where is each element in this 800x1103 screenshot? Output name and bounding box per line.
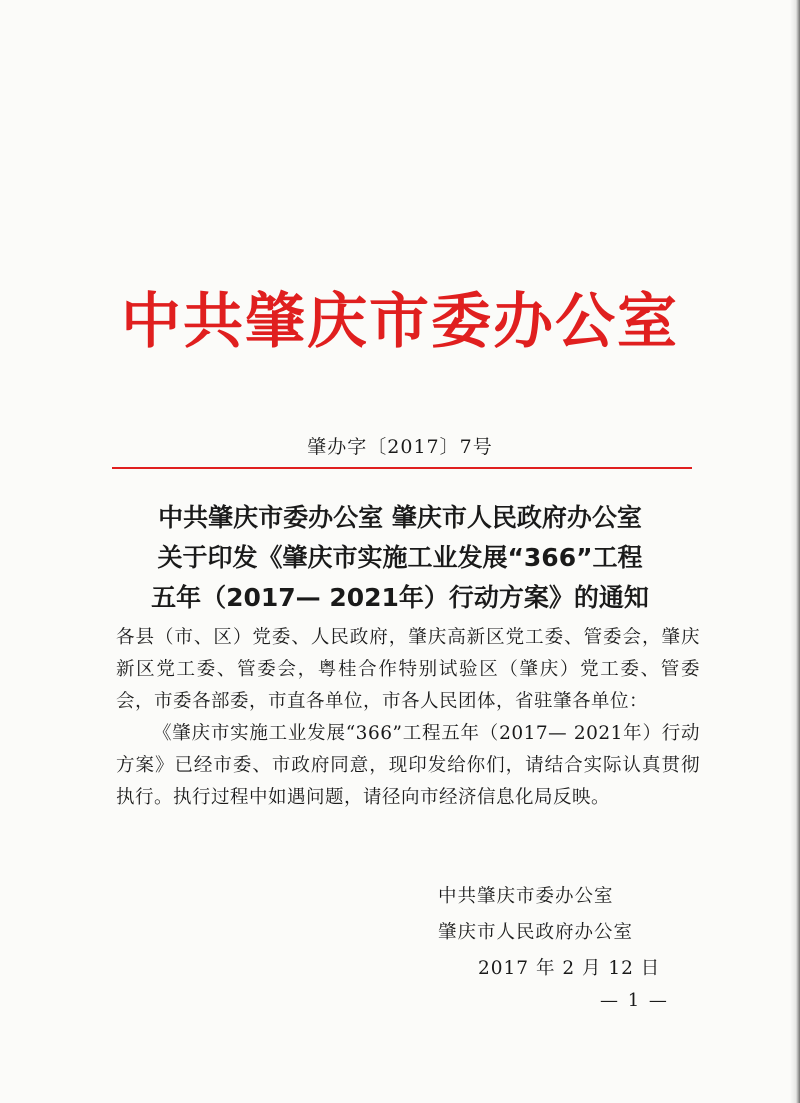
recipients-paragraph: 各县（市、区）党委、人民政府，肇庆高新区党工委、管委会，肇庆新区党工委、管委会，粤桂合作特别试验区（肇庆）党工委、管委会，市委各部委，市直各单位，市各人民团体，省驻肇各单位： (116, 627, 700, 712)
red-divider-line (112, 467, 692, 469)
issuer-header: 中共肇庆市委办公室 (121, 287, 679, 357)
document-number: 肇办字〔2017〕7号 (307, 436, 493, 458)
page-number: — 1 — (600, 990, 669, 1011)
title-line-2: 关于印发《肇庆市实施工业发展“366”工程 (157, 543, 643, 572)
title-line-3: 五年（2017— 2021年）行动方案》的通知 (151, 583, 649, 612)
content-paragraph: 《肇庆市实施工业发展“366”工程五年（2017— 2021年）行动方案》已经市委、市政府同意，现印发给你们，请结合实际认真贯彻执行。执行过程中如遇问题，请径向市经济信息化局反映。 (116, 723, 700, 808)
document-body (116, 622, 700, 814)
signature-org-2: 肇庆市人民政府办公室 (438, 922, 634, 943)
document-title (100, 498, 700, 618)
scan-edge-shadow (790, 0, 800, 1103)
title-line-1: 中共肇庆市委办公室 肇庆市人民政府办公室 (158, 503, 642, 532)
signature-date: 2017 年 2 月 12 日 (478, 958, 661, 979)
signature-org-1: 中共肇庆市委办公室 (438, 886, 614, 907)
